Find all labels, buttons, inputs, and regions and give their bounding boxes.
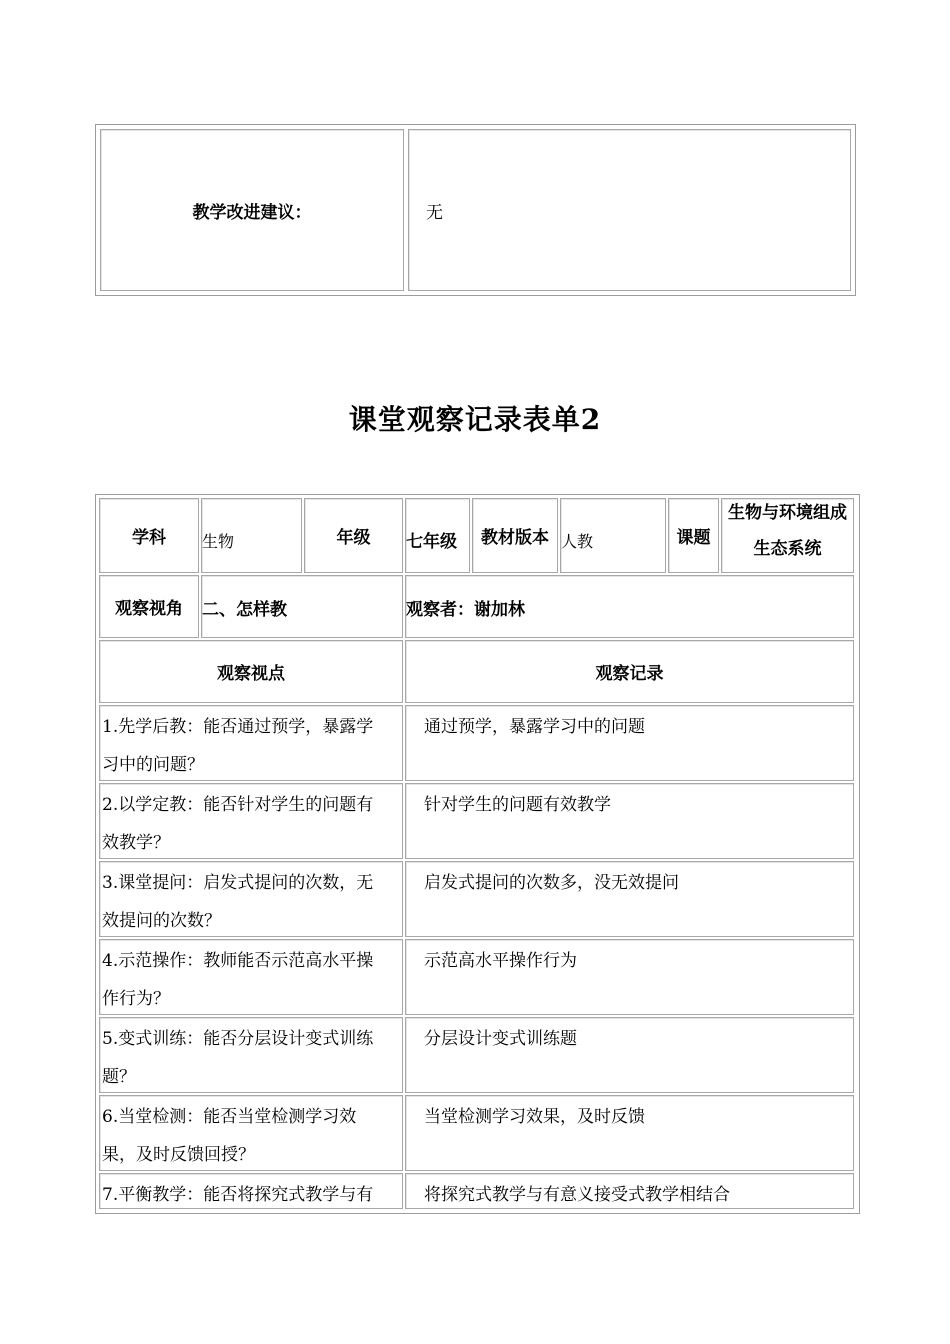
subject-label-cell: [99, 498, 199, 573]
row-7-point-line1: 7.平衡教学：能否将探究式教学与有: [102, 1185, 374, 1205]
suggestion-value: 无: [426, 202, 443, 223]
row-3-record: 启发式提问的次数多，没无效提问: [424, 873, 679, 893]
row-4-point-line1: 4.示范操作：教师能否示范高水平操: [102, 951, 374, 971]
table-row-5-record: [405, 1017, 854, 1093]
grade-value-cell: [405, 498, 470, 573]
topic-label-cell: [668, 498, 719, 573]
suggestion-label-cell: [100, 129, 404, 291]
row-1-point-line1: 1.先学后教：能否通过预学，暴露学: [102, 717, 374, 737]
points-header-cell: [99, 640, 403, 703]
table-row-1-point: [99, 705, 403, 781]
row-1-record: 通过预学，暴露学习中的问题: [424, 717, 645, 737]
records-header-cell: [405, 640, 854, 703]
suggestion-table: [95, 124, 856, 296]
row-5-record: 分层设计变式训练题: [424, 1029, 577, 1049]
angle-label-cell: [99, 575, 199, 638]
row-6-point-line2: 果，及时反馈回授？: [102, 1145, 255, 1165]
edition-label: 教材版本: [481, 528, 549, 548]
subject-value: 生物: [202, 532, 235, 551]
observer-text: 观察者：谢加林: [406, 600, 525, 620]
grade-label: 年级: [336, 528, 371, 548]
edition-value-cell: [560, 498, 666, 573]
row-5-point-line1: 5.变式训练：能否分层设计变式训练: [102, 1029, 374, 1049]
observer-cell: [405, 575, 854, 638]
topic-label: 课题: [676, 528, 711, 548]
table-row-1-record: [405, 705, 854, 781]
table-row-4-point: [99, 939, 403, 1015]
row-2-record: 针对学生的问题有效教学: [424, 795, 611, 815]
table-row-6-point: [99, 1095, 403, 1171]
row-4-record: 示范高水平操作行为: [424, 951, 577, 971]
table-row-7-record: [405, 1173, 854, 1209]
row-2-point-line1: 2.以学定教：能否针对学生的问题有: [102, 795, 374, 815]
row-7-record: 将探究式教学与有意义接受式教学相结合: [424, 1185, 730, 1205]
table-row-2-record: [405, 783, 854, 859]
table-row-7-point: [99, 1173, 403, 1209]
edition-label-cell: [472, 498, 558, 573]
topic-value-cell: [721, 498, 854, 573]
table-row-6-record: [405, 1095, 854, 1171]
table-row-5-point: [99, 1017, 403, 1093]
topic-value-line2: 生态系统: [753, 539, 822, 559]
topic-value-line1: 生物与环境组成: [728, 503, 847, 523]
row-2-point-line2: 效教学？: [102, 833, 170, 853]
row-6-record: 当堂检测学习效果，及时反馈: [424, 1107, 645, 1127]
points-header: 观察视点: [217, 664, 285, 684]
grade-value: 七年级: [406, 532, 457, 552]
row-6-point-line1: 6.当堂检测：能否当堂检测学习效: [102, 1107, 357, 1127]
grade-label-cell: [304, 498, 403, 573]
form-title: 课堂观察记录表单2: [348, 403, 602, 436]
row-3-point-line2: 效提问的次数？: [102, 911, 221, 931]
observation-table: [95, 494, 860, 1214]
table-row-3-point: [99, 861, 403, 937]
angle-value-cell: [201, 575, 403, 638]
subject-value-cell: [201, 498, 302, 573]
table-row-4-record: [405, 939, 854, 1015]
table-row-2-point: [99, 783, 403, 859]
row-1-point-line2: 习中的问题？: [102, 755, 204, 775]
suggestion-value-cell: [408, 129, 851, 291]
edition-value: 人教: [561, 532, 594, 551]
row-5-point-line2: 题？: [102, 1067, 136, 1087]
row-4-point-line2: 作行为？: [102, 989, 170, 1009]
angle-label: 观察视角: [115, 599, 183, 619]
records-header: 观察记录: [595, 664, 664, 684]
subject-label: 学科: [132, 528, 166, 548]
angle-value: 二、怎样教: [202, 600, 287, 620]
suggestion-label: 教学改进建议：: [192, 202, 312, 223]
table-row-3-record: [405, 861, 854, 937]
row-3-point-line1: 3.课堂提问：启发式提问的次数，无: [102, 873, 374, 893]
